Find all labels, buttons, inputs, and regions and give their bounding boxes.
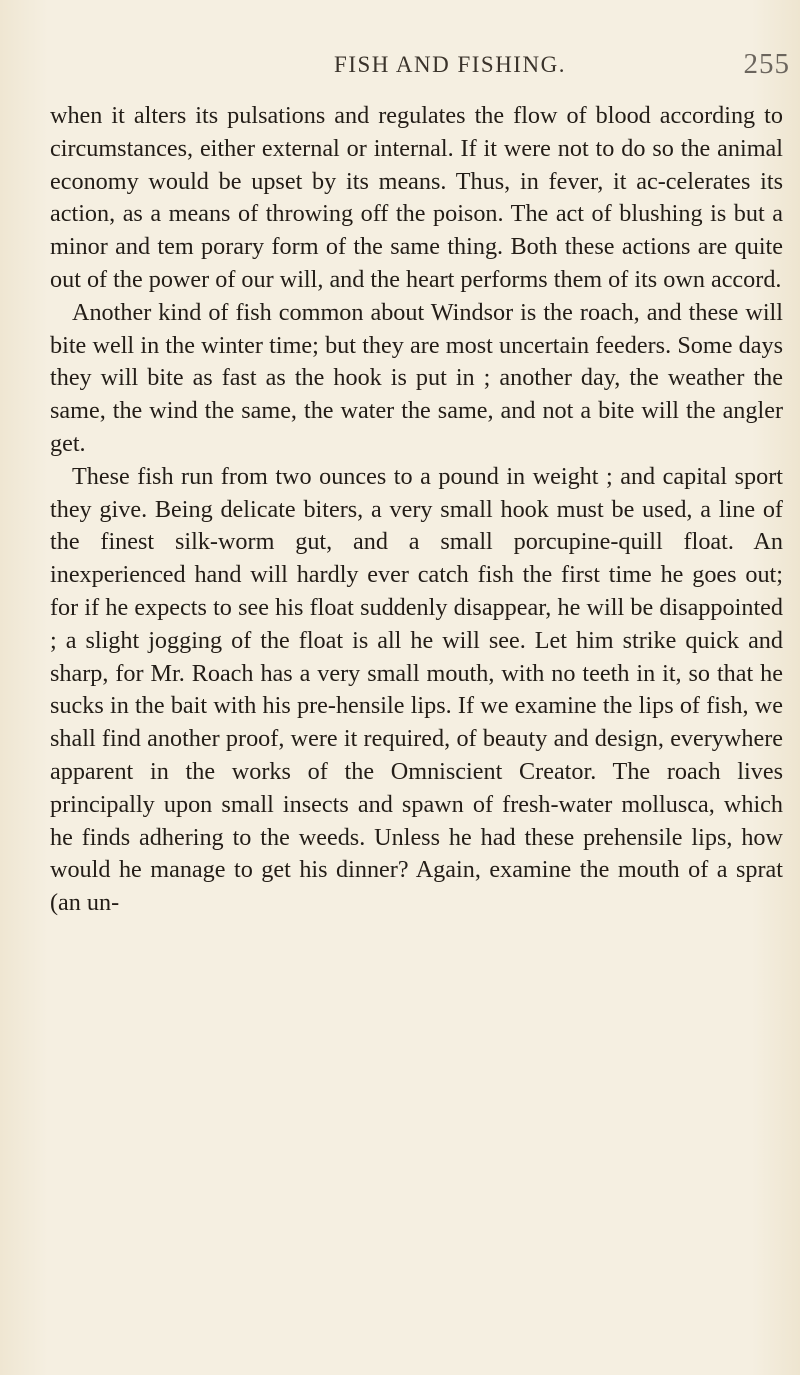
page-header xyxy=(110,48,790,92)
paragraph: These fish run from two ounces to a pound in weight ; and capital sport they give. Being delicate biters, a very small hook must be used, a line of the finest silk-worm gut, and a small porcupine-quill float. An inexperienced hand will hardly ever catch fish the first time he goes out; for if he expects to see his float suddenly disappear, he will be disappointed ; a slight jogging of the float is all he will see. Let him strike quick and sharp, for Mr. Roach has a very small mouth, with no teeth in it, so that he sucks in the bait with his pre-hensile lips. If we examine the lips of fish, we shall find another proof, were it required, of beauty and design, everywhere apparent in the works of the Omniscient Creator. The roach lives principally upon small insects and spawn of fresh-water mollusca, which he finds adhering to the weeds. Unless he had these prehensile lips, how would he manage to get his dinner? Again, examine the mouth of a sprat (an un- xyxy=(50,462,783,917)
page-number: 255 xyxy=(743,48,790,80)
paragraph: when it alters its pulsations and regulates the flow of blood according to circumstances, either external or internal. If it were not to do so the animal economy would be upset by its means. Thus, in fever, it ac-celerates its action, as a means of throwing off the poison. The act of blushing is but a minor and tem porary form of the same thing. Both these actions are quite out of the power of our will, and the heart performs them of its own accord. xyxy=(50,102,783,293)
paragraph: Another kind of fish common about Windsor is the roach, and these will bite well in the winter time; but they are most uncertain feeders. Some days they will bite as fast as the hook is put in ; another day, the weather the same, the wind the same, the water the same, and not a bite will the angler get. xyxy=(50,298,783,457)
body-text xyxy=(50,100,783,920)
running-head: FISH AND FISHING. xyxy=(334,52,566,77)
